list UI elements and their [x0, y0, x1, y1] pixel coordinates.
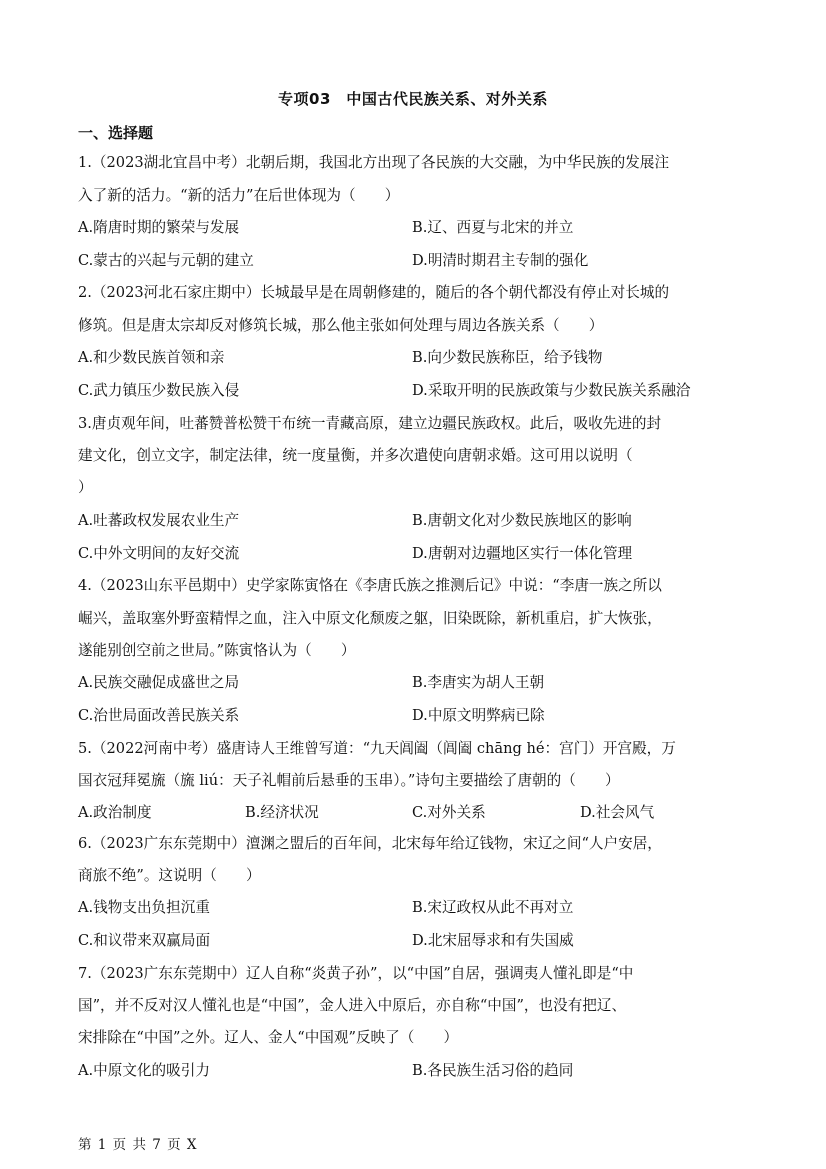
q5-option-b: B.经济状况 — [245, 804, 319, 821]
q3-option-c: C.中外文明间的友好交流 — [78, 545, 240, 562]
section-heading: 一、选择题 — [78, 124, 154, 142]
q3-line-1: 3.唐贞观年间，吐蕃赞普松赞干布统一青藏高原，建立边疆民族政权。此后，吸收先进的封 — [78, 415, 662, 432]
q2-line-1: 2.（2023河北石家庄期中）长城最早是在周朝修建的，随后的各个朝代都没有停止对长城的 — [78, 284, 670, 301]
q5-option-a: A.政治制度 — [78, 804, 152, 821]
q3-line-3: ） — [78, 479, 93, 496]
q5-line-2: 国衣冠拜冕旒（旒 liú：天子礼帽前后悬垂的玉串）。”诗句主要描绘了唐朝的（ ） — [78, 772, 620, 789]
q2-option-a: A.和少数民族首领和亲 — [78, 349, 225, 366]
q7-line-2: 国”，并不反对汉人懂礼也是“中国”，金人进入中原后，亦自称“中国”，也没有把辽、 — [78, 997, 627, 1014]
q2-option-d: D.采取开明的民族政策与少数民族关系融洽 — [412, 382, 691, 399]
q1-option-c: C.蒙古的兴起与元朝的建立 — [78, 252, 254, 269]
q4-line-3: 遂能别创空前之世局。”陈寅恪认为（ ） — [78, 642, 356, 659]
q6-option-b: B.宋辽政权从此不再对立 — [412, 899, 574, 916]
q2-line-2: 修筑。但是唐太宗却反对修筑长城，那么他主张如何处理与周边各族关系（ ） — [78, 317, 604, 334]
q6-option-c: C.和议带来双赢局面 — [78, 932, 211, 949]
page-title: 专项03 中国古代民族关系、对外关系 — [278, 90, 548, 108]
q7-line-1: 7.（2023广东东莞期中）辽人自称“炎黄子孙”，以“中国”自居，强调夷人懂礼即是“中 — [78, 965, 634, 982]
q2-option-b: B.向少数民族称臣，给予钱物 — [412, 349, 603, 366]
q3-option-d: D.唐朝对边疆地区实行一体化管理 — [412, 545, 633, 562]
q4-line-2: 崛兴，盖取塞外野蛮精悍之血，注入中原文化颓废之躯，旧染既除，新机重启，扩大恢张， — [78, 610, 662, 627]
q6-option-d: D.北宋屈辱求和有失国威 — [412, 932, 574, 949]
q6-line-2: 商旅不绝”。这说明（ ） — [78, 867, 261, 884]
q1-line-1: 1.（2023湖北宜昌中考）北朝后期，我国北方出现了各民族的大交融，为中华民族的发展注 — [78, 154, 670, 171]
q5-option-c: C.对外关系 — [412, 804, 486, 821]
q6-line-1: 6.（2023广东东莞期中）澶渊之盟后的百年间，北宋每年给辽钱物，宋辽之间“人户安居， — [78, 835, 662, 852]
q4-option-d: D.中原文明弊病已除 — [412, 707, 545, 724]
q5-line-1: 5.（2022河南中考）盛唐诗人王维曾写道：“九天阊阖（阊阖 chāng hé：宫门）开宫殿，万 — [78, 740, 676, 757]
q7-option-a: A.中原文化的吸引力 — [78, 1062, 210, 1079]
q4-line-1: 4.（2023山东平邑期中）史学家陈寅恪在《李唐氏族之推测后记》中说：“李唐一族之所以 — [78, 577, 662, 594]
q1-line-2: 入了新的活力。“新的活力”在后世体现为（ ） — [78, 187, 400, 204]
q6-option-a: A.钱物支出负担沉重 — [78, 899, 210, 916]
q2-option-c: C.武力镇压少数民族入侵 — [78, 382, 240, 399]
q7-line-3: 宋排除在“中国”之外。辽人、金人“中国观”反映了（ ） — [78, 1029, 459, 1046]
q1-option-a: A.隋唐时期的繁荣与发展 — [78, 219, 240, 236]
q3-line-2: 建文化，创立文字，制定法律，统一度量衡，并多次遣使向唐朝求婚。这可用以说明（ — [78, 447, 633, 464]
q4-option-b: B.李唐实为胡人王朝 — [412, 674, 545, 691]
q4-option-c: C.治世局面改善民族关系 — [78, 707, 240, 724]
q4-option-a: A.民族交融促成盛世之局 — [78, 674, 240, 691]
q5-option-d: D.社会风气 — [580, 804, 655, 821]
q1-option-b: B.辽、西夏与北宋的并立 — [412, 219, 574, 236]
q3-option-b: B.唐朝文化对少数民族地区的影响 — [412, 512, 632, 529]
q7-option-b: B.各民族生活习俗的趋同 — [412, 1062, 574, 1079]
page-footer: 第 1 页 共 7 页 X — [78, 1137, 198, 1153]
q3-option-a: A.吐蕃政权发展农业生产 — [78, 512, 240, 529]
q1-option-d: D.明清时期君主专制的强化 — [412, 252, 589, 269]
